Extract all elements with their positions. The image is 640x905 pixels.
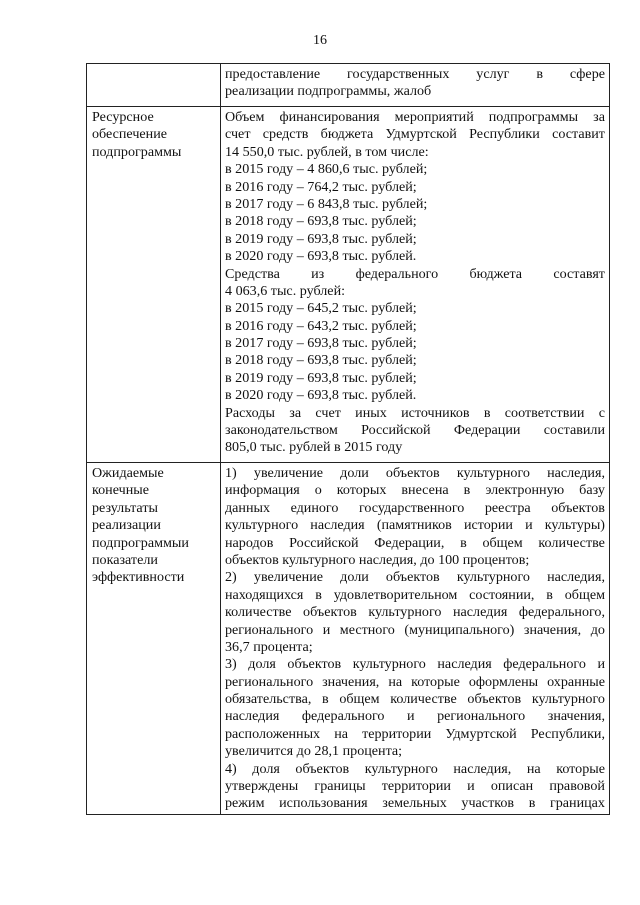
value-text-line: количестве объектов культурного наследия федерального,: [225, 604, 605, 621]
value-text-line: в 2019 году – 693,8 тыс. рублей;: [225, 230, 417, 247]
value-text-line: объектов культурного наследия, до 100 процентов;: [225, 551, 530, 568]
row-label-cell: [87, 463, 221, 815]
value-text-line: в 2016 году – 764,2 тыс. рублей;: [225, 178, 417, 195]
value-text-line: в 2017 году – 693,8 тыс. рублей;: [225, 335, 417, 352]
value-text-line: законодательством Российской Федерации составили: [225, 422, 605, 439]
row-label-cell: [87, 107, 221, 463]
table-row: [87, 463, 610, 815]
row-label-cell: [87, 64, 221, 107]
value-text-line: счет средств бюджета Удмуртской Республики составит: [225, 126, 605, 143]
value-text-line: 4) доля объектов культурного наследия, на которые: [225, 760, 605, 777]
value-text-line: увеличится до 28,1 процента;: [225, 743, 403, 760]
value-text-line: в 2020 году – 693,8 тыс. рублей.: [225, 248, 417, 265]
value-text-line: в 2016 году – 643,2 тыс. рублей;: [225, 317, 417, 334]
value-text-line: утверждены границы территории и описан правовой: [225, 778, 605, 795]
value-text-line: культурного наследия (памятников истории и культуры): [225, 517, 605, 534]
value-text-line: предоставление государственных услуг в сфере: [225, 66, 605, 82]
row-value-cell: [221, 463, 610, 815]
value-text-line: в 2015 году – 4 860,6 тыс. рублей;: [225, 161, 428, 178]
value-text-line: наследия федерального и регионального значения,: [225, 708, 605, 725]
label-text-line: результаты: [92, 499, 158, 516]
page-number: 16: [313, 33, 327, 48]
value-text-line: Расходы за счет иных источников в соответствии с: [225, 404, 605, 421]
label-text-line: реализации: [92, 517, 161, 534]
value-text-line: в 2019 году – 693,8 тыс. рублей;: [225, 369, 417, 386]
value-text-line: Объем финансирования мероприятий подпрограммы за: [225, 109, 605, 125]
table-row: [87, 64, 610, 107]
label-text-line: эффективности: [92, 569, 185, 586]
value-text-line: Средства из федерального бюджета составят: [225, 265, 605, 282]
value-text-line: реализации подпрограммы, жалоб: [225, 83, 432, 100]
value-text-line: находящихся в удовлетворительном состоянии, в общем: [225, 586, 605, 603]
label-text-line: подпрограммы: [92, 143, 182, 160]
value-text-line: 1) увеличение доли объектов культурного наследия,: [225, 465, 605, 481]
row-value-cell: [221, 64, 610, 107]
value-text-line: режим использования земельных участков в границах: [225, 795, 605, 812]
value-text-line: 36,7 процента;: [225, 638, 313, 655]
value-text-line: данных единого государственного реестра объектов: [225, 499, 605, 516]
value-text-line: в 2018 году – 693,8 тыс. рублей;: [225, 213, 417, 230]
value-text-line: в 2015 году – 645,2 тыс. рублей;: [225, 300, 417, 317]
value-text-line: в 2018 году – 693,8 тыс. рублей;: [225, 352, 417, 369]
label-text-line: подпрограммыи: [92, 534, 189, 551]
table-row: [87, 107, 610, 463]
value-text-line: регионального значения, на которые оформлены охранные: [225, 673, 605, 690]
value-text-line: в 2017 году – 6 843,8 тыс. рублей;: [225, 195, 428, 212]
label-text-line: Ресурсное: [92, 109, 154, 125]
value-text-line: 805,0 тыс. рублей в 2015 году: [225, 439, 403, 456]
value-text-line: расположенных на территории Удмуртской Республики,: [225, 725, 605, 742]
label-text-line: Ожидаемые: [92, 465, 164, 481]
label-text-line: показатели: [92, 551, 158, 568]
value-text-line: 2) увеличение доли объектов культурного наследия,: [225, 569, 605, 586]
value-text-line: 3) доля объектов культурного наследия федерального и: [225, 656, 605, 673]
label-text-line: конечные: [92, 482, 149, 499]
value-text-line: регионального и местного (муниципального) значения, до: [225, 621, 605, 638]
label-text-line: обеспечение: [92, 126, 168, 143]
row-value-cell: [221, 107, 610, 463]
value-text-line: 14 550,0 тыс. рублей, в том числе:: [225, 143, 429, 160]
value-text-line: 4 063,6 тыс. рублей:: [225, 282, 346, 299]
subprogram-passport-table: [86, 63, 610, 815]
value-text-line: обязательства, в общем количестве объектов культурного: [225, 691, 605, 708]
value-text-line: в 2020 году – 693,8 тыс. рублей.: [225, 387, 417, 404]
value-text-line: народов Российской Федерации, в общем количестве: [225, 534, 605, 551]
value-text-line: информация о которых внесена в электронную базу: [225, 482, 605, 499]
